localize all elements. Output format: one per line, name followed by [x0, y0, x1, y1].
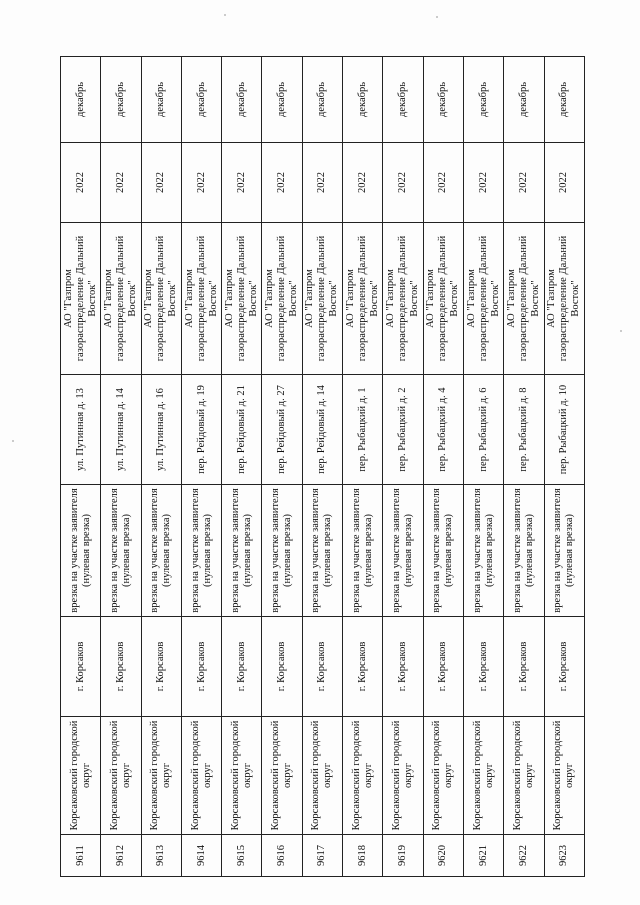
cell-month: декабрь [383, 57, 423, 143]
cell-organization: АО "Газпром газораспределение Дальний Восток" [101, 223, 141, 375]
cell-settlement: г. Корсаков [544, 617, 584, 717]
cell-work-type: врезка на участке заявителя (нулевая врезка) [383, 485, 423, 617]
cell-organization: АО "Газпром газораспределение Дальний Восток" [222, 223, 262, 375]
cell-settlement: г. Корсаков [222, 617, 262, 717]
cell-address: пер. Рейдовый д. 14 [302, 375, 342, 485]
scan-speck [620, 330, 622, 332]
cell-work-type: врезка на участке заявителя (нулевая врезка) [343, 485, 383, 617]
cell-work-type: врезка на участке заявителя (нулевая врезка) [61, 485, 101, 617]
cell-district: Корсаковский городской округ [141, 717, 181, 835]
cell-district: Корсаковский городской округ [61, 717, 101, 835]
table-row [504, 57, 544, 877]
cell-year: 2022 [61, 143, 101, 223]
cell-district: Корсаковский городской округ [343, 717, 383, 835]
cell-district: Корсаковский городской округ [262, 717, 302, 835]
cell-settlement: г. Корсаков [383, 617, 423, 717]
cell-settlement: г. Корсаков [302, 617, 342, 717]
gas-connection-table [60, 56, 585, 877]
cell-year: 2022 [101, 143, 141, 223]
cell-year: 2022 [181, 143, 221, 223]
cell-settlement: г. Корсаков [181, 617, 221, 717]
cell-year: 2022 [463, 143, 503, 223]
table-row [302, 57, 342, 877]
cell-address: пер. Рыбацкий д. 8 [504, 375, 544, 485]
cell-month: декабрь [141, 57, 181, 143]
cell-work-type: врезка на участке заявителя (нулевая врезка) [302, 485, 342, 617]
cell-settlement: г. Корсаков [343, 617, 383, 717]
cell-month: декабрь [222, 57, 262, 143]
cell-number: 9613 [141, 835, 181, 877]
cell-year: 2022 [343, 143, 383, 223]
cell-month: декабрь [181, 57, 221, 143]
cell-district: Корсаковский городской округ [302, 717, 342, 835]
cell-work-type: врезка на участке заявителя (нулевая врезка) [544, 485, 584, 617]
cell-month: декабрь [262, 57, 302, 143]
table-row [544, 57, 584, 877]
cell-year: 2022 [262, 143, 302, 223]
cell-district: Корсаковский городской округ [423, 717, 463, 835]
cell-month: декабрь [343, 57, 383, 143]
cell-number: 9623 [544, 835, 584, 877]
scan-speck [224, 14, 226, 16]
cell-year: 2022 [222, 143, 262, 223]
cell-year: 2022 [544, 143, 584, 223]
cell-month: декабрь [504, 57, 544, 143]
cell-number: 9611 [61, 835, 101, 877]
cell-organization: АО "Газпром газораспределение Дальний Восток" [504, 223, 544, 375]
scan-speck [436, 16, 438, 18]
cell-month: декабрь [544, 57, 584, 143]
cell-year: 2022 [141, 143, 181, 223]
cell-year: 2022 [423, 143, 463, 223]
cell-work-type: врезка на участке заявителя (нулевая врезка) [423, 485, 463, 617]
cell-work-type: врезка на участке заявителя (нулевая врезка) [141, 485, 181, 617]
cell-organization: АО "Газпром газораспределение Дальний Восток" [343, 223, 383, 375]
cell-address: ул. Путинная д. 14 [101, 375, 141, 485]
cell-number: 9617 [302, 835, 342, 877]
cell-settlement: г. Корсаков [262, 617, 302, 717]
cell-settlement: г. Корсаков [423, 617, 463, 717]
cell-work-type: врезка на участке заявителя (нулевая врезка) [504, 485, 544, 617]
cell-district: Корсаковский городской округ [222, 717, 262, 835]
table-row [141, 57, 181, 877]
cell-number: 9614 [181, 835, 221, 877]
cell-month: декабрь [101, 57, 141, 143]
table-row [222, 57, 262, 877]
cell-address: пер. Рыбацкий д. 10 [544, 375, 584, 485]
cell-address: ул. Путинная д. 13 [61, 375, 101, 485]
cell-work-type: врезка на участке заявителя (нулевая врезка) [181, 485, 221, 617]
cell-year: 2022 [302, 143, 342, 223]
cell-number: 9612 [101, 835, 141, 877]
cell-work-type: врезка на участке заявителя (нулевая врезка) [101, 485, 141, 617]
cell-number: 9620 [423, 835, 463, 877]
cell-district: Корсаковский городской округ [101, 717, 141, 835]
cell-month: декабрь [61, 57, 101, 143]
cell-organization: АО "Газпром газораспределение Дальний Восток" [181, 223, 221, 375]
cell-number: 9622 [504, 835, 544, 877]
cell-organization: АО "Газпром газораспределение Дальний Восток" [423, 223, 463, 375]
cell-address: пер. Рыбацкий д. 1 [343, 375, 383, 485]
cell-district: Корсаковский городской округ [383, 717, 423, 835]
rotated-table-container [60, 57, 585, 877]
cell-work-type: врезка на участке заявителя (нулевая врезка) [222, 485, 262, 617]
cell-address: пер. Рыбацкий д. 2 [383, 375, 423, 485]
cell-organization: АО "Газпром газораспределение Дальний Восток" [463, 223, 503, 375]
scan-speck [12, 440, 14, 442]
cell-number: 9616 [262, 835, 302, 877]
cell-organization: АО "Газпром газораспределение Дальний Восток" [141, 223, 181, 375]
table-row [383, 57, 423, 877]
cell-number: 9618 [343, 835, 383, 877]
cell-district: Корсаковский городской округ [544, 717, 584, 835]
cell-district: Корсаковский городской округ [181, 717, 221, 835]
cell-number: 9619 [383, 835, 423, 877]
cell-organization: АО "Газпром газораспределение Дальний Восток" [302, 223, 342, 375]
cell-work-type: врезка на участке заявителя (нулевая врезка) [463, 485, 503, 617]
cell-month: декабрь [423, 57, 463, 143]
cell-address: ул. Путинная д. 16 [141, 375, 181, 485]
cell-address: пер. Рейдовый д. 27 [262, 375, 302, 485]
cell-organization: АО "Газпром газораспределение Дальний Восток" [61, 223, 101, 375]
table-row [61, 57, 101, 877]
cell-year: 2022 [504, 143, 544, 223]
cell-month: декабрь [463, 57, 503, 143]
table-row [343, 57, 383, 877]
cell-settlement: г. Корсаков [61, 617, 101, 717]
cell-organization: АО "Газпром газораспределение Дальний Восток" [544, 223, 584, 375]
cell-number: 9621 [463, 835, 503, 877]
cell-settlement: г. Корсаков [101, 617, 141, 717]
cell-year: 2022 [383, 143, 423, 223]
table-row [423, 57, 463, 877]
cell-district: Корсаковский городской округ [463, 717, 503, 835]
cell-organization: АО "Газпром газораспределение Дальний Восток" [262, 223, 302, 375]
cell-month: декабрь [302, 57, 342, 143]
cell-address: пер. Рыбацкий д. 4 [423, 375, 463, 485]
cell-settlement: г. Корсаков [463, 617, 503, 717]
table-row [262, 57, 302, 877]
table-body [61, 57, 585, 877]
cell-address: пер. Рыбацкий д. 6 [463, 375, 503, 485]
cell-number: 9615 [222, 835, 262, 877]
cell-settlement: г. Корсаков [504, 617, 544, 717]
cell-district: Корсаковский городской округ [504, 717, 544, 835]
cell-organization: АО "Газпром газораспределение Дальний Восток" [383, 223, 423, 375]
cell-address: пер. Рейдовый д. 19 [181, 375, 221, 485]
table-row [181, 57, 221, 877]
cell-settlement: г. Корсаков [141, 617, 181, 717]
table-row [463, 57, 503, 877]
cell-address: пер. Рейдовый д. 21 [222, 375, 262, 485]
cell-work-type: врезка на участке заявителя (нулевая врезка) [262, 485, 302, 617]
table-row [101, 57, 141, 877]
